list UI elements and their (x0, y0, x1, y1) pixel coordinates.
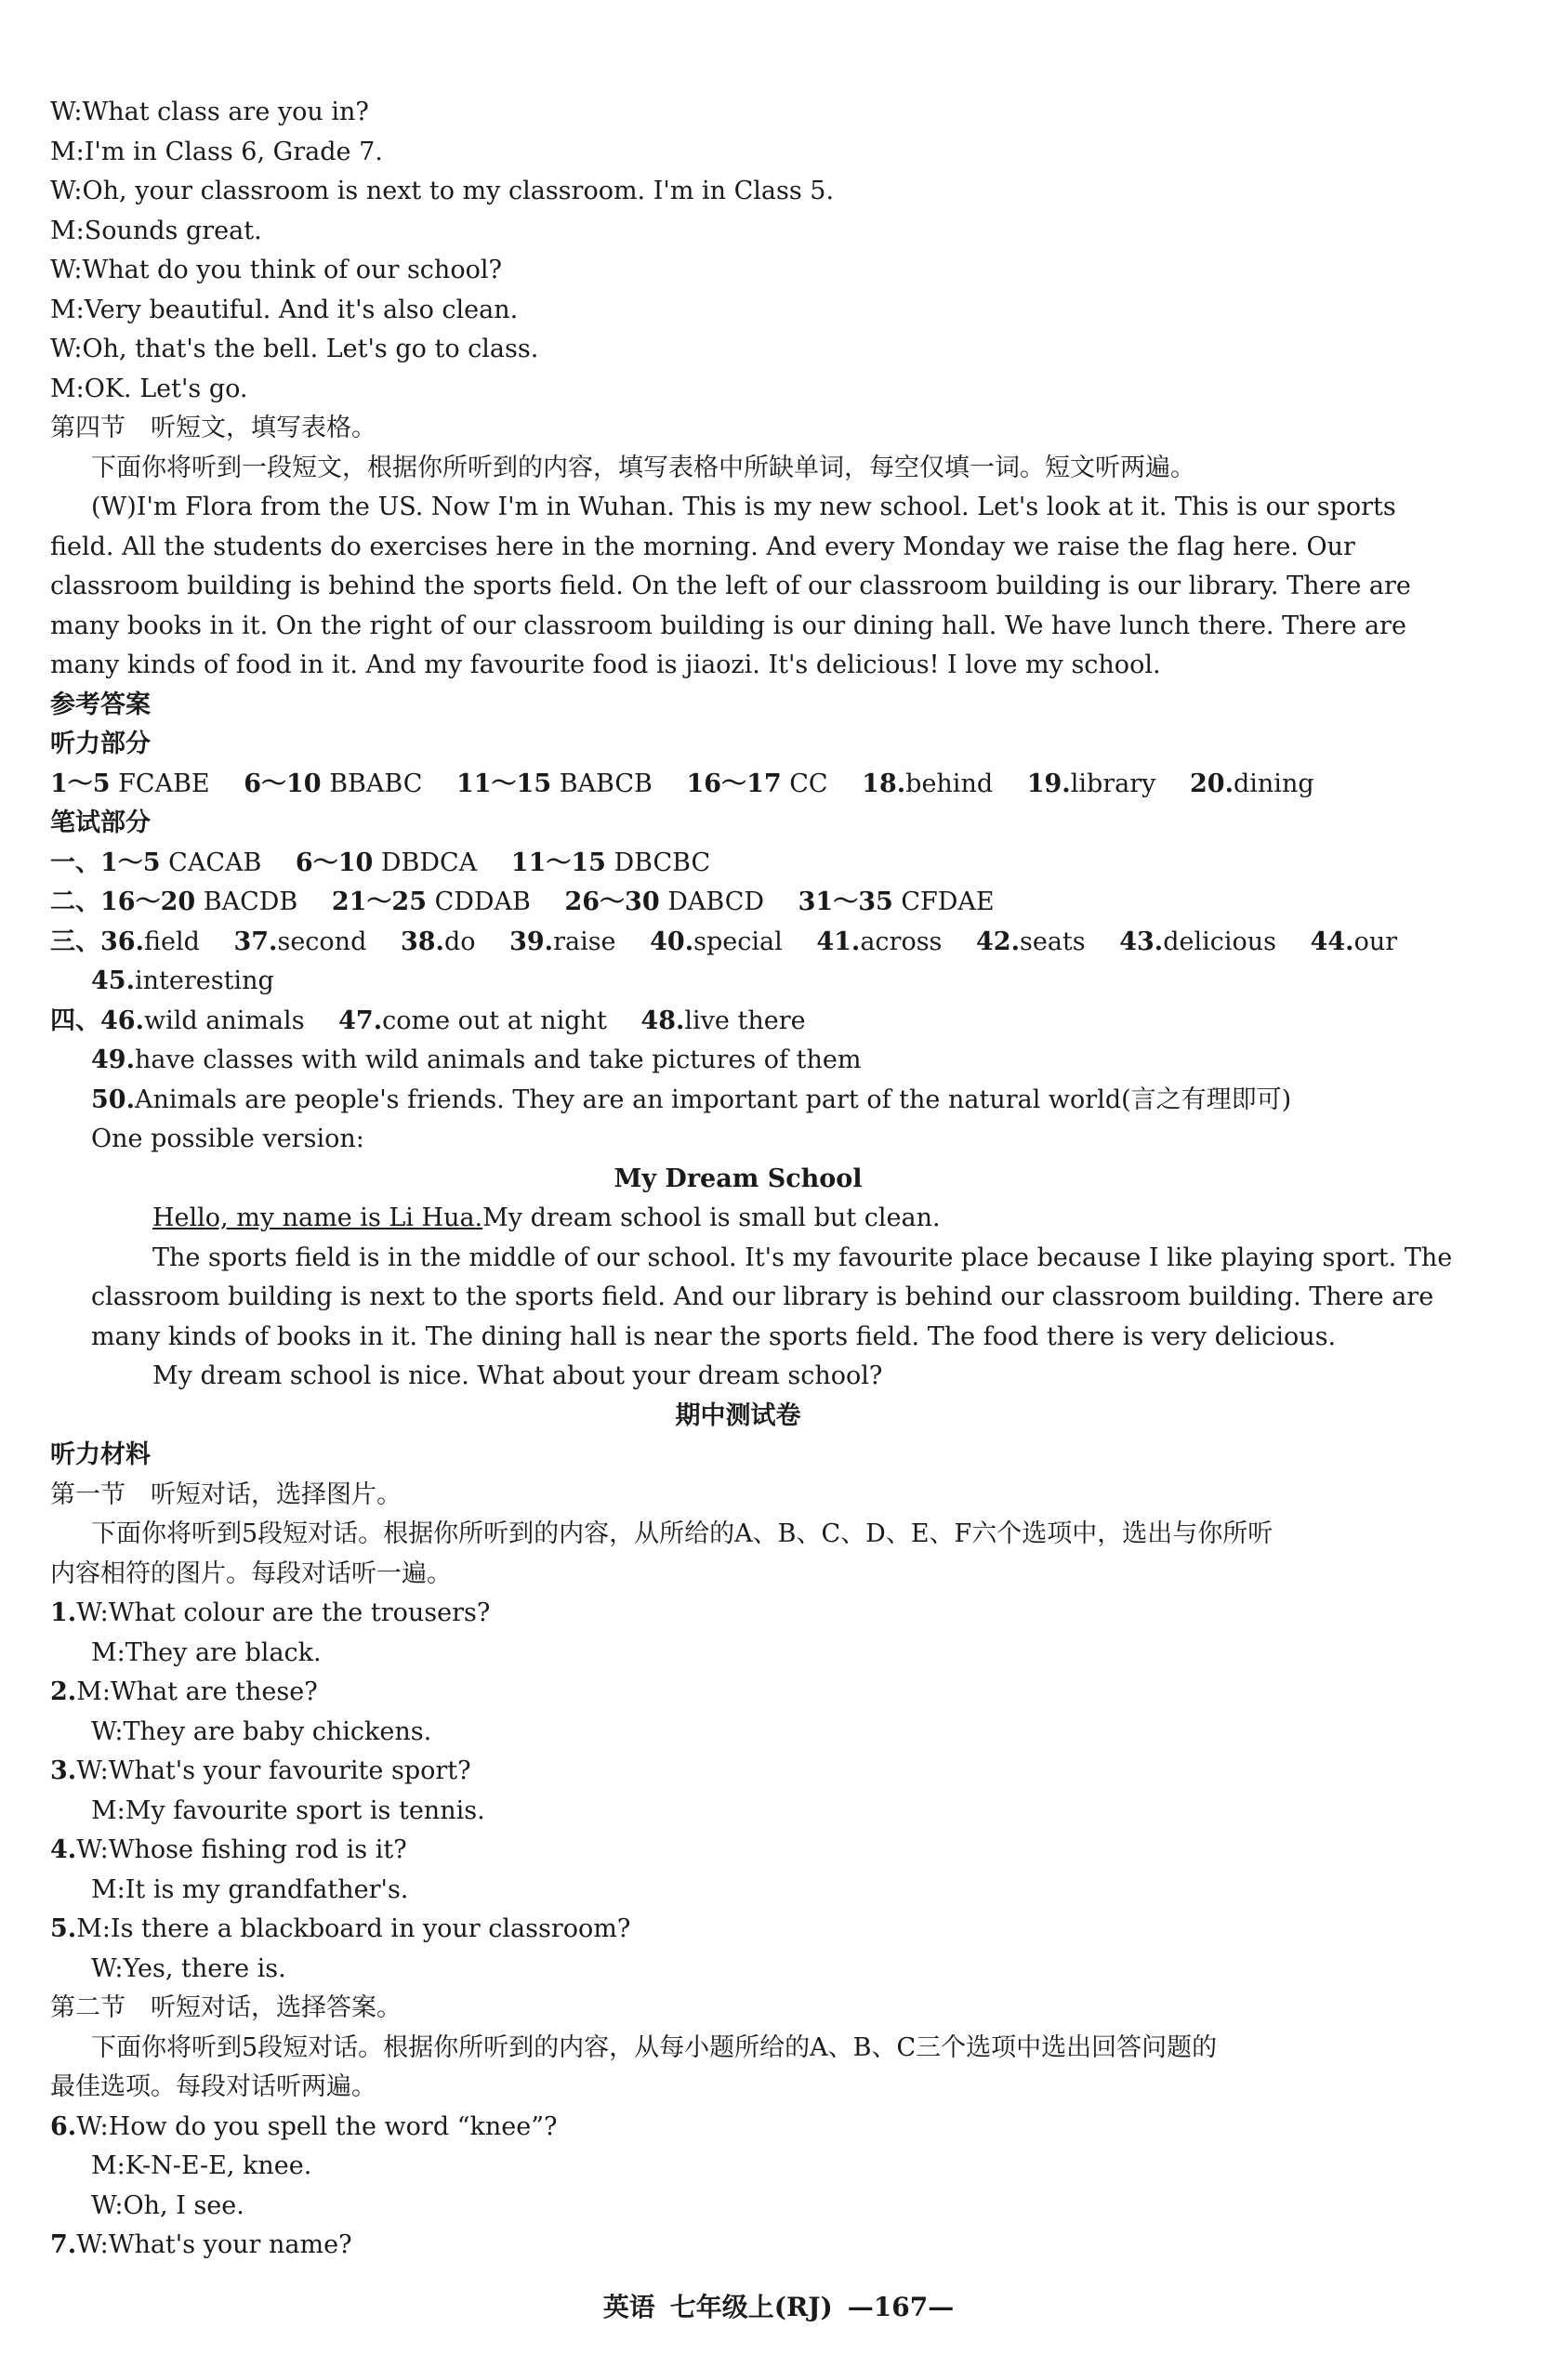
answer-number: 二、16～20 (50, 888, 196, 916)
answer-number: 40. (650, 927, 694, 956)
answer-value: behind (905, 769, 994, 798)
answer-number: 26～30 (564, 888, 660, 916)
answer-value: CFDAE (901, 888, 995, 916)
possible-version-label: One possible version: (91, 1124, 364, 1153)
answer-number: 49. (91, 1045, 135, 1074)
question-text: W:What's your name? (76, 2230, 352, 2259)
answer-number: 四、46. (50, 1006, 144, 1035)
dialogue-line: W:Oh, your classroom is next to my classroom. I'm in Class 5. (50, 177, 835, 205)
part3-answers (50, 923, 1445, 963)
question-line (50, 2108, 1445, 2148)
answer-value: FCABE (118, 769, 210, 798)
answer-line: W:Yes, there is. (91, 1953, 286, 1983)
answer-number: 18. (862, 769, 906, 798)
answer-number: 41. (816, 927, 861, 956)
question-text: W:Whose fishing rod is it? (76, 1835, 407, 1864)
dialogue-line: W:Oh, that's the bell. Let's go to class. (50, 335, 539, 363)
dialogue-line: M:Very beautiful. And it's also clean. (50, 295, 519, 324)
answer-value: dining (1234, 769, 1314, 798)
answer-number: 47. (338, 1006, 383, 1035)
answer-value: delicious (1163, 927, 1276, 956)
answer-number: 43. (1119, 927, 1164, 956)
essay-first-line (50, 1199, 1445, 1239)
essay-underlined-opening: Hello, my name is Li Hua. (152, 1203, 483, 1232)
answer-value: special (693, 927, 783, 956)
question-number: 2. (50, 1677, 77, 1706)
answer-number: 6～10 (244, 769, 322, 798)
answer-line: W:They are baby chickens. (91, 1716, 432, 1746)
answer-value: BACDB (203, 888, 298, 916)
answer-number: 21～25 (331, 888, 427, 916)
question-number: 6. (50, 2111, 77, 2141)
question-text: M:What are these? (76, 1677, 318, 1706)
dialogue-line: M:Sounds great. (50, 216, 262, 245)
page-footer (0, 2287, 1557, 2324)
dialogue-line: M:OK. Let's go. (50, 374, 248, 403)
answer-value: DBDCA (380, 848, 478, 877)
answer-number: 39. (509, 927, 554, 956)
material-heading: 听力材料 (50, 1440, 151, 1469)
answer-number: 三、36. (50, 927, 144, 956)
answer-number: 31～35 (798, 888, 893, 916)
answer-line: M:They are black. (91, 1637, 322, 1667)
section1-instruction: 下面你将听到5段短对话。根据你所听到的内容，从所给的A、B、C、D、E、F六个选项中，选出与你所听 (91, 1519, 1273, 1548)
passage-line: field. All the students do exercises here in the morning. And every Monday we raise the flag here. Our (50, 532, 1355, 561)
passage-line: classroom building is behind the sports field. On the left of our classroom building is our library. There are (50, 572, 1411, 600)
answer-line: M:K-N-E-E, knee. (91, 2151, 312, 2180)
question-number: 5. (50, 1914, 77, 1943)
section2-instruction: 下面你将听到5段短对话。根据你所听到的内容，从每小题所给的A、B、C三个选项中选出回答问题的 (91, 2032, 1218, 2062)
listening-heading: 听力部分 (50, 730, 151, 758)
answer-line: M:My favourite sport is tennis. (91, 1795, 485, 1825)
answer-number: 45. (91, 966, 135, 995)
answer-value: our (1353, 927, 1398, 956)
question-line (50, 1673, 1445, 1713)
listening-answers (50, 765, 1445, 805)
answer-number: 一、1～5 (50, 848, 161, 877)
question-line (50, 1910, 1445, 1950)
question-text: W:What colour are the trousers? (76, 1598, 491, 1627)
question-number: 4. (50, 1835, 77, 1864)
footer-subject: 英语 (602, 2292, 655, 2322)
answer-number: 37. (233, 927, 278, 956)
answer-number: 11～15 (455, 769, 552, 798)
essay-first-rest: My dream school is small but clean. (482, 1203, 941, 1232)
answer-value: CDDAB (434, 888, 531, 916)
page-content (50, 93, 1453, 2266)
answer-value: field (143, 927, 200, 956)
answer-value: DBCBC (614, 848, 711, 877)
question-number: 3. (50, 1756, 77, 1785)
answer-49 (50, 1041, 1445, 1081)
answer-number: 38. (400, 927, 444, 956)
answer-number: 20. (1190, 769, 1234, 798)
passage-line: (W)I'm Flora from the US. Now I'm in Wuhan. This is my new school. Let's look at it. This is our sports (91, 493, 1396, 521)
question-text: W:What's your favourite sport? (76, 1756, 471, 1785)
answer-value: across (860, 927, 943, 956)
answer-number: 44. (1310, 927, 1354, 956)
page-number: —167— (847, 2292, 955, 2322)
question-number: 1. (50, 1598, 77, 1627)
dialogue-line: W:What do you think of our school? (50, 256, 502, 284)
answer-value: interesting (134, 966, 274, 995)
answer-number: 11～15 (510, 848, 606, 877)
answer-number: 42. (976, 927, 1020, 956)
essay-title: My Dream School (614, 1164, 863, 1193)
answer-value: CACAB (168, 848, 262, 877)
passage-line: many kinds of food in it. And my favourite food is jiaozi. It's delicious! I love my school. (50, 651, 1161, 679)
answer-line: M:It is my grandfather's. (91, 1874, 409, 1904)
section2-heading: 第二节 听短对话，选择答案。 (50, 1993, 402, 2022)
answer-number: 6～10 (295, 848, 374, 877)
question-line (50, 1752, 1445, 1792)
answer-number: 48. (640, 1006, 685, 1035)
answer-value: seats (1019, 927, 1086, 956)
answers-heading: 参考答案 (50, 690, 151, 719)
question-text: W:How do you spell the word “knee”? (76, 2111, 558, 2141)
part1-answers (50, 844, 1445, 884)
answer-value: BABCB (559, 769, 653, 798)
question-line (50, 2226, 1445, 2266)
answer-value: BBABC (329, 769, 423, 798)
section1-heading: 第一节 听短对话，选择图片。 (50, 1479, 402, 1509)
passage-line: many books in it. On the right of our classroom building is our dining hall. We have lunch there. There are (50, 611, 1406, 640)
written-heading: 笔试部分 (50, 809, 151, 837)
question-number: 7. (50, 2230, 77, 2259)
dialogue-line: M:I'm in Class 6, Grade 7. (50, 137, 383, 166)
answer-value: Animals are people's friends. They are an important part of the natural world(言之有理即可) (134, 1085, 1292, 1114)
answer-value: wild animals (143, 1006, 305, 1035)
answer-line: W:Oh, I see. (91, 2190, 244, 2220)
part3-answers-cont (50, 962, 1445, 1002)
answer-number: 16～17 (686, 769, 782, 798)
dialogue-line: W:What class are you in? (50, 98, 369, 126)
section4-heading: 第四节 听短文，填写表格。 (50, 414, 376, 442)
question-text: M:Is there a blackboard in your classroom? (76, 1914, 631, 1943)
answer-value: library (1070, 769, 1156, 798)
part4-answers (50, 1002, 1445, 1042)
answer-value: come out at night (382, 1006, 607, 1035)
section1-instruction: 内容相符的图片。每段对话听一遍。 (50, 1558, 452, 1588)
part2-answers (50, 883, 1445, 923)
question-line (50, 1594, 1445, 1634)
section4-instruction: 下面你将听到一段短文，根据你所听到的内容，填写表格中所缺单词，每空仅填一词。短文听两遍。 (91, 453, 1195, 482)
answer-number: 19. (1026, 769, 1071, 798)
footer-grade: 七年级上(RJ) (669, 2292, 833, 2322)
answer-value: have classes with wild animals and take pictures of them (134, 1045, 862, 1074)
answer-value: do (443, 927, 476, 956)
answer-value: DABCD (667, 888, 765, 916)
answer-value: second (277, 927, 367, 956)
answer-number: 50. (91, 1085, 135, 1114)
answer-value: live there (684, 1006, 806, 1035)
answer-50 (50, 1081, 1445, 1121)
essay-line: classroom building is next to the sports field. And our library is behind our classroom building. There are (91, 1282, 1434, 1311)
question-line (50, 1831, 1445, 1871)
essay-line: The sports field is in the middle of our school. It's my favourite place because I like playing sport. The (152, 1243, 1453, 1272)
answer-number: 1～5 (50, 769, 111, 798)
essay-line: many kinds of books in it. The dining hall is near the sports field. The food there is very delicious. (91, 1321, 1337, 1351)
answer-value: raise (553, 927, 616, 956)
midterm-title: 期中测试卷 (675, 1400, 801, 1430)
essay-last-line: My dream school is nice. What about your dream school? (152, 1361, 883, 1390)
section2-instruction: 最佳选项。每段对话听两遍。 (50, 2072, 376, 2101)
answer-value: CC (789, 769, 828, 798)
